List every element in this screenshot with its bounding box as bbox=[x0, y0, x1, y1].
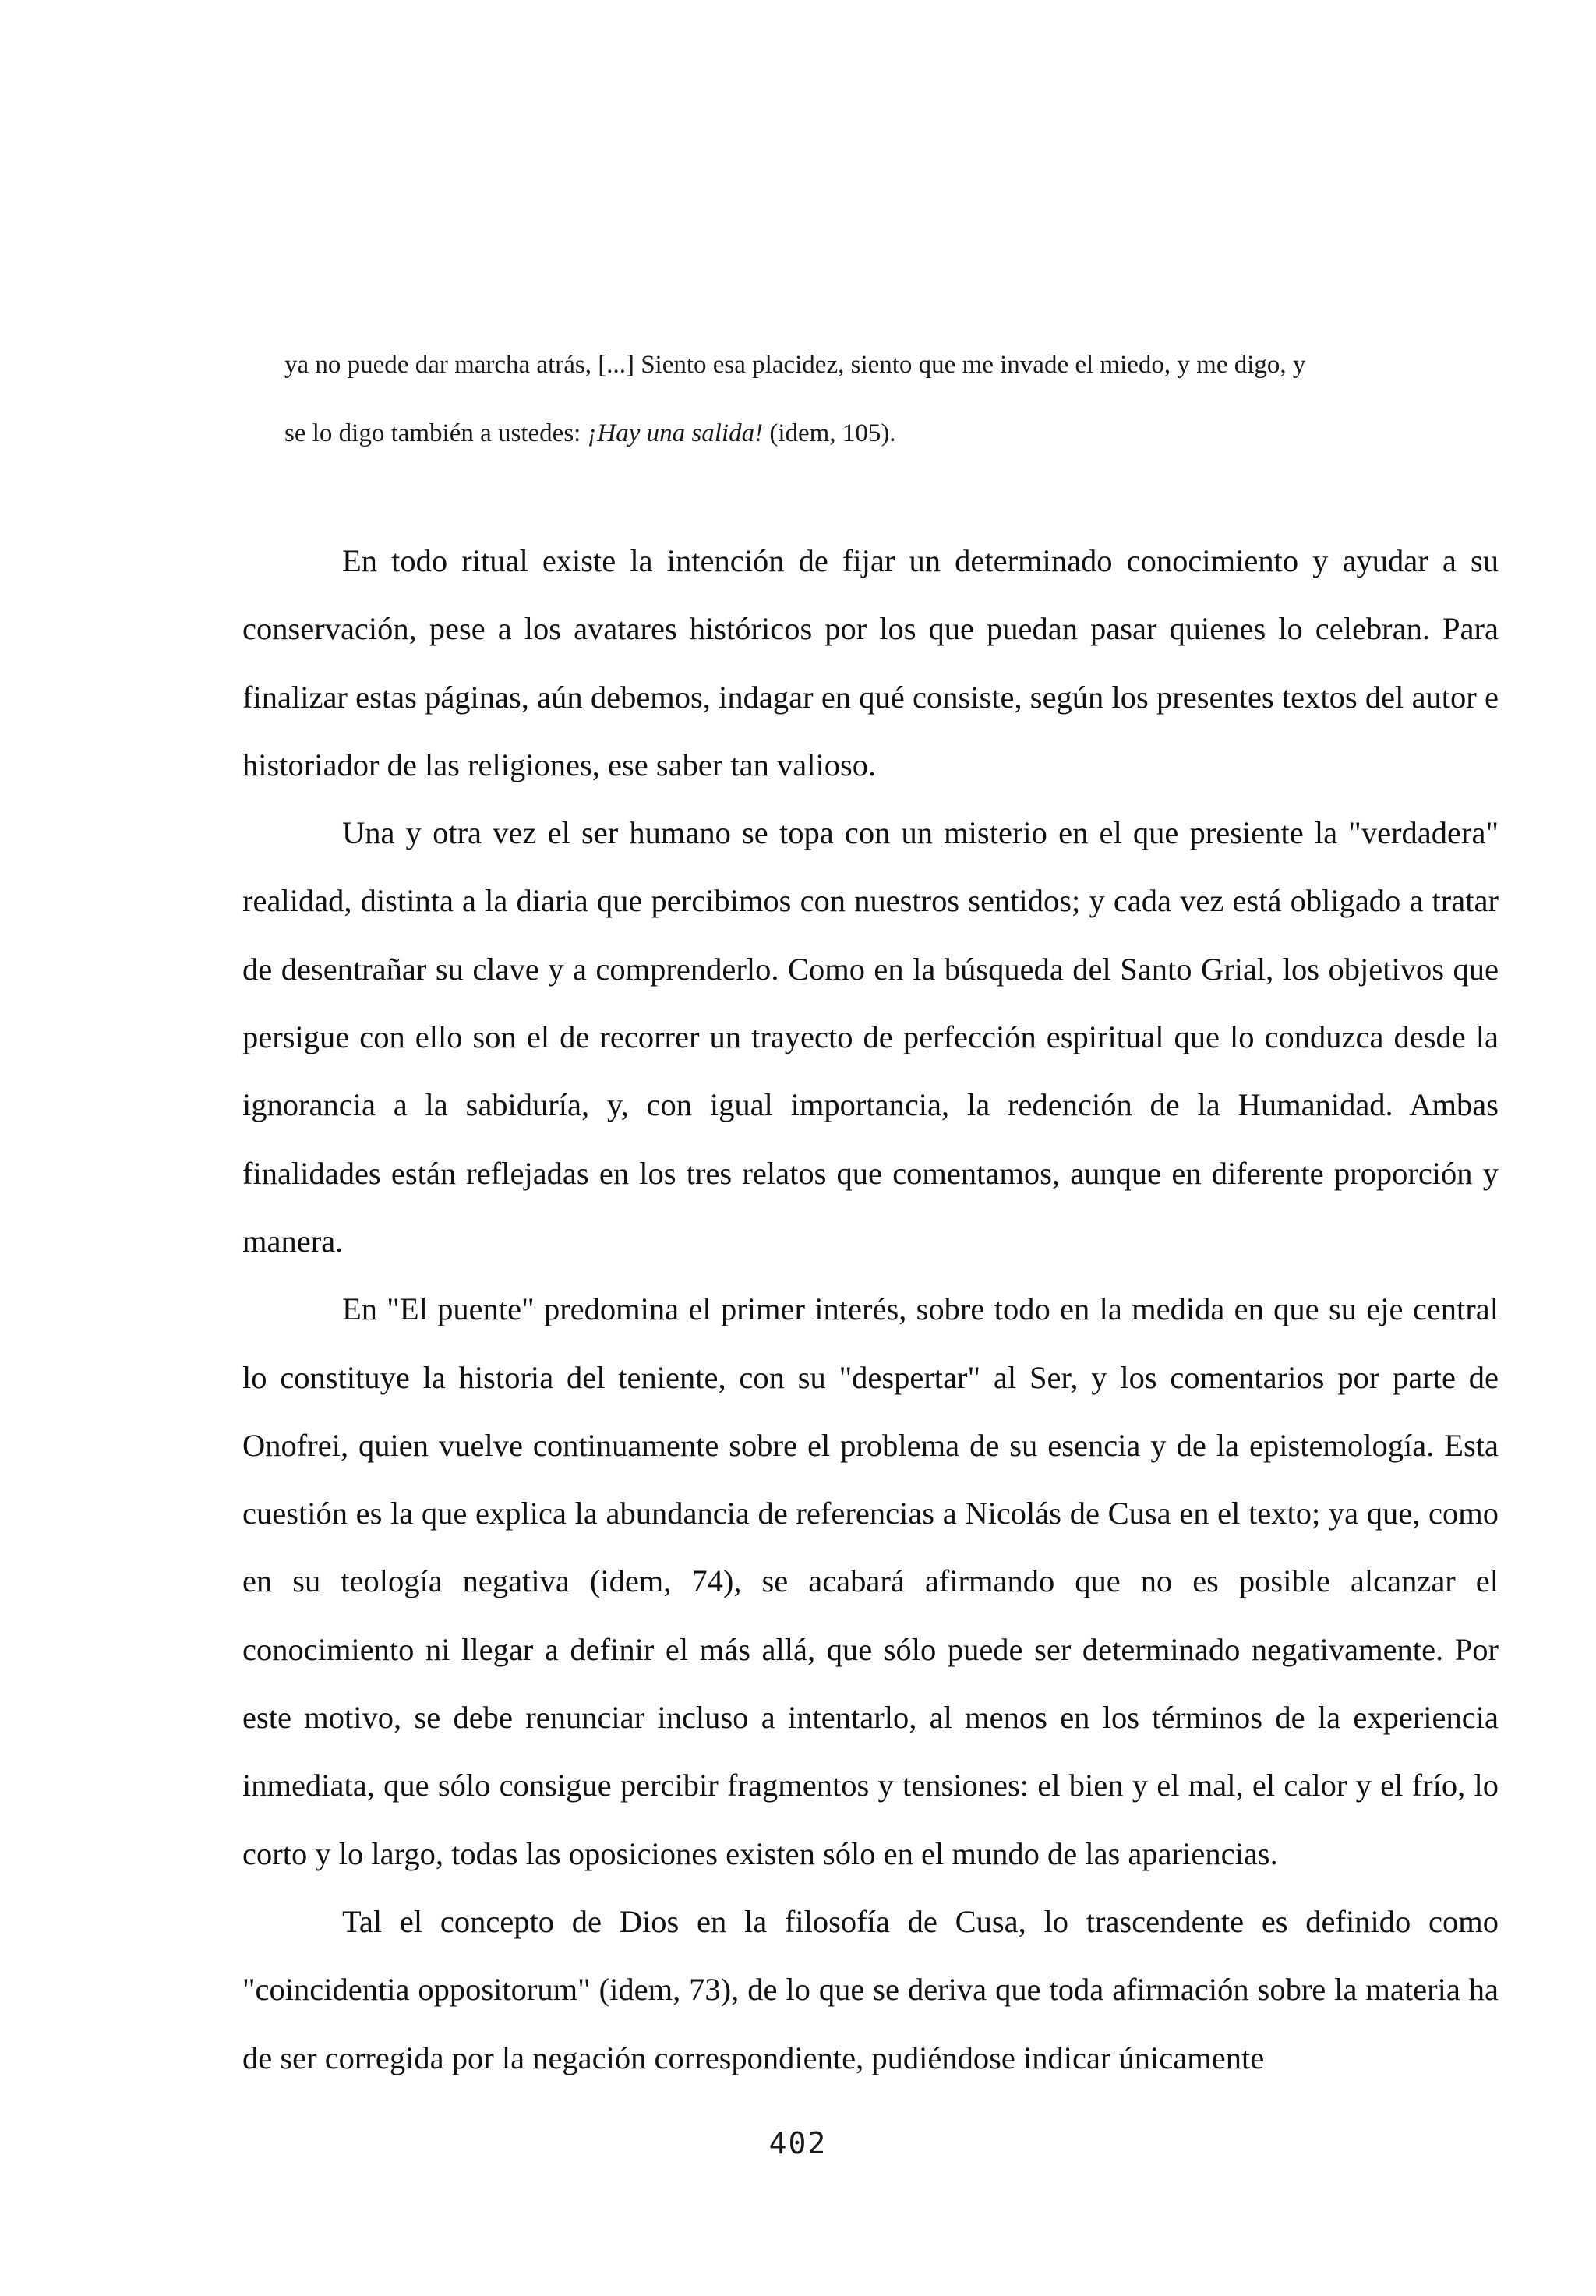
quote-line-2 bbox=[284, 399, 1495, 468]
quote-line-1: ya no puede dar marcha atrás, [...] Siento esa placidez, siento que me invade el miedo, y me digo, y bbox=[284, 351, 1306, 379]
paragraph-4: Tal el concepto de Dios en la filosofía de Cusa, lo trascendente es definido como "coincidentia oppositorum" (idem, 73), de lo que se deriva que toda afirmación sobre la materia ha de ser corregida por la negación correspondiente, pudiéndose indicar únicamente bbox=[242, 1903, 1499, 2075]
paragraph-2: Una y otra vez el ser humano se topa con un misterio en el que presiente la "verdadera" realidad, distinta a la diaria que percibimos con nuestros sentidos; y cada vez está obligado a tratar de desentrañar su clave y a comprenderlo. Como en la búsqueda del Santo Grial, los objetivos que persigue con ello son el de recorrer un trayecto de perfección espiritual que lo conduzca desde la ignorancia a la sabiduría, y, con igual importancia, la redención de la Humanidad. Ambas finalidades están reflejadas en los tres relatos que comentamos, aunque en diferente proporción y manera. bbox=[242, 815, 1499, 1259]
paragraph-1: En todo ritual existe la intención de fijar un determinado conocimiento y ayudar a su conservación, pese a los avatares históricos por los que puedan pasar quienes lo celebran. Para finalizar estas páginas, aún debemos, indagar en qué consiste, según los presentes textos del autor e historiador de las religiones, ese saber tan valioso. bbox=[242, 543, 1499, 782]
paragraph-3: En "El puente" predomina el primer interés, sobre todo en la medida en que su eje central lo constituye la historia del teniente, con su "despertar" al Ser, y los comentarios por parte de Onofrei, quien vuelve continuamente sobre el problema de su esencia y de la epistemología. Esta cuestión es la que explica la abundancia de referencias a Nicolás de Cusa en el texto; ya que, como en su teología negativa (idem, 74), se acabará afirmando que no es posible alcanzar el conocimiento ni llegar a definir el más allá, que sólo puede ser determinado negativamente. Por este motivo, se debe renunciar incluso a intentarlo, al menos en los términos de la experiencia inmediata, que sólo consigue percibir fragmentos y tensiones: el bien y el mal, el calor y el frío, lo corto y lo largo, todas las oposiciones existen sólo en el mundo de las apariencias. bbox=[242, 1291, 1499, 1871]
body-text bbox=[242, 527, 1499, 2092]
quote-line-2-text: se lo digo también a ustedes: bbox=[284, 419, 588, 447]
block-quote bbox=[284, 330, 1495, 468]
quote-italic-text: ¡Hay una salida! bbox=[587, 419, 764, 447]
page-number: 402 bbox=[768, 2126, 828, 2160]
quote-citation: (idem, 105). bbox=[763, 419, 896, 447]
